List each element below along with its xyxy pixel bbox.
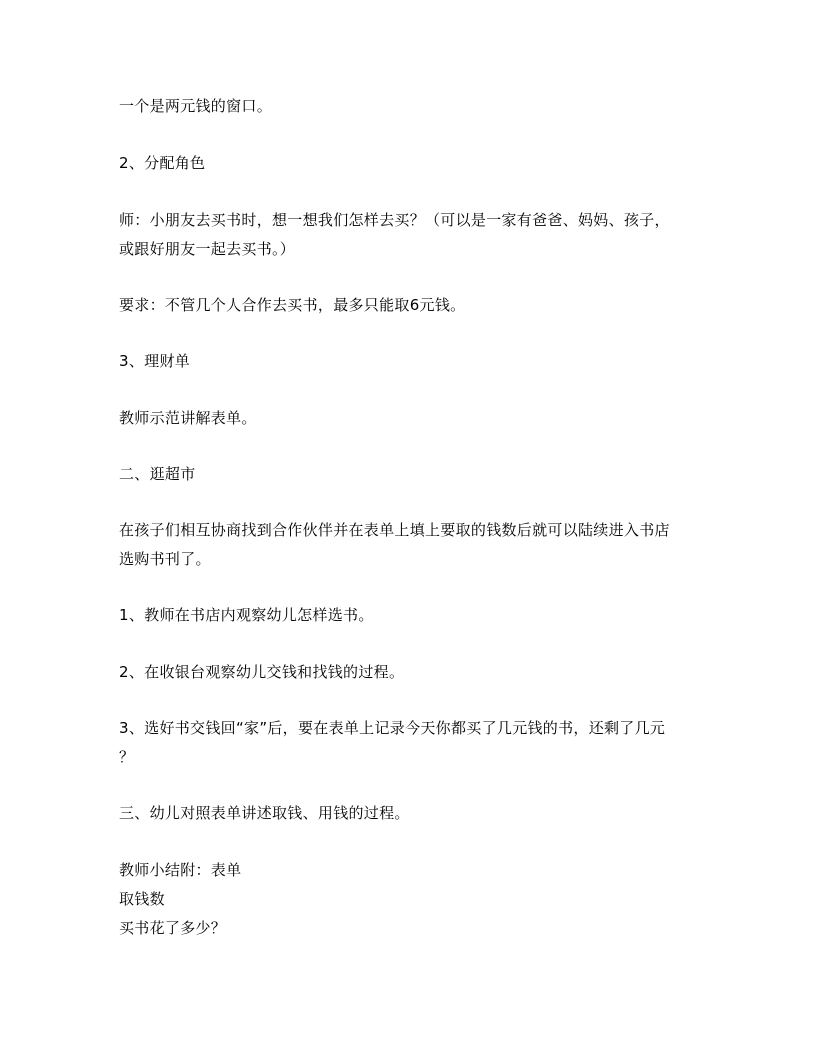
- text-line: 在孩子们相互协商找到合作伙伴并在表单上填上要取的钱数后就可以陆续进入书店: [119, 521, 670, 539]
- text-line: 取钱数: [119, 890, 165, 908]
- text-line: 或跟好朋友一起去买书。）: [119, 240, 296, 258]
- section-heading: 3、理财单: [119, 352, 191, 370]
- section-heading: 二、逛超市: [119, 465, 196, 483]
- list-item: 2、在收银台观察幼儿交钱和找钱的过程。: [119, 663, 405, 681]
- text-line: 要求：不管几个人合作去买书，最多只能取6元钱。: [119, 296, 466, 314]
- list-item: 3、选好书交钱回“家”后，要在表单上记录今天你都买了几元钱的书，还剩了几元: [119, 719, 666, 737]
- text-line: 选购书刊了。: [119, 550, 211, 568]
- text-line: 教师小结附：表单: [119, 861, 242, 879]
- text-line: 买书花了多少？: [119, 919, 227, 937]
- text-line: 教师示范讲解表单。: [119, 409, 257, 427]
- text-line: ？: [119, 748, 135, 766]
- list-item: 1、教师在书店内观察幼儿怎样选书。: [119, 606, 374, 624]
- section-heading: 2、分配角色: [119, 154, 206, 172]
- text-line: 一个是两元钱的窗口。: [119, 97, 273, 115]
- section-heading: 三、幼儿对照表单讲述取钱、用钱的过程。: [119, 804, 410, 822]
- text-line: 师：小朋友去买书时，想一想我们怎样去买？（可以是一家有爸爸、妈妈、孩子，: [119, 211, 670, 229]
